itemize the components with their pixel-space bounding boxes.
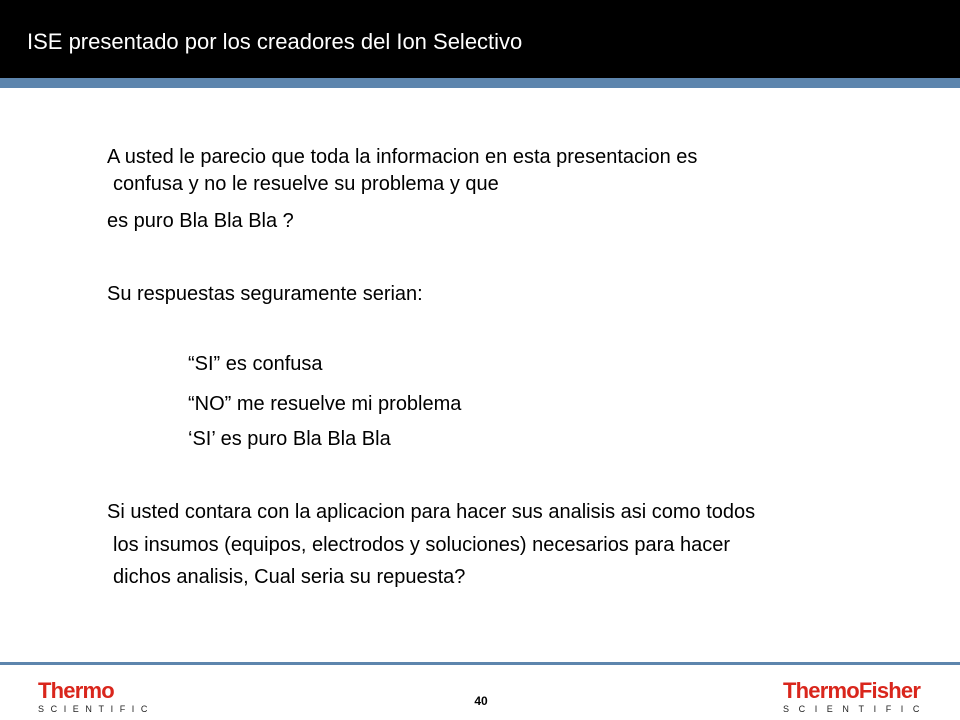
body-line: A usted le parecio que toda la informacion en esta presentacion es [107,146,698,168]
body-line: es puro Bla Bla Bla ? [107,210,294,232]
slide-title: ISE presentado por los creadores del Ion Selectivo [27,29,523,54]
body-line: Si usted contara con la aplicacion para hacer sus analisis asi como todos [107,501,756,523]
page-number: 40 [474,694,488,708]
body-line: Su respuestas seguramente serian: [107,283,423,305]
logo-subtitle: SCIENTIFIC [783,704,930,714]
thermo-fisher-scientific-logo [783,679,929,714]
logo-subtitle: SCIENTIFIC [38,704,155,714]
footer-divider [0,662,960,665]
logo-wordmark: Thermo [38,678,114,703]
header-divider [0,78,960,88]
logo-wordmark: ThermoFisher [783,678,921,703]
body-line: confusa y no le resuelve su problema y que [113,173,499,195]
answer-item: ‘SI’ es puro Bla Bla Bla [188,428,391,450]
title-bar [0,0,960,78]
answer-item: “NO” me resuelve mi problema [188,393,462,415]
body-line: los insumos (equipos, electrodos y soluciones) necesarios para hacer [113,534,730,556]
answer-item: “SI” es confusa [188,353,323,375]
body-line: dichos analisis, Cual seria su repuesta? [113,566,466,588]
thermo-scientific-logo [38,679,154,714]
